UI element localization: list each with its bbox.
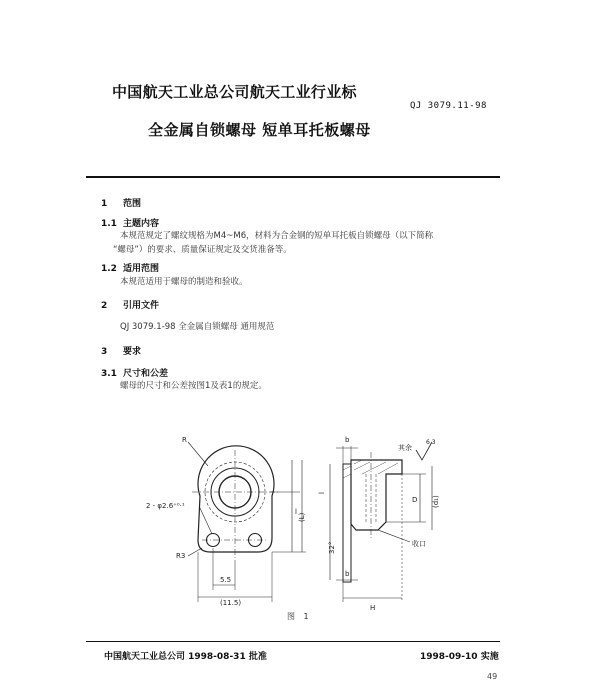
plate-section bbox=[343, 464, 351, 582]
section-title: 引用文件 bbox=[123, 301, 160, 311]
label-b-bottom: b bbox=[345, 570, 350, 578]
paragraph-line: 本规范适用于螺母的制造和验收。 bbox=[120, 277, 248, 287]
page-number: 49 bbox=[487, 672, 498, 681]
section-1-2-heading bbox=[101, 261, 159, 274]
org-title: 中国航天工业总公司航天工业行业标 bbox=[112, 83, 357, 101]
section-view bbox=[330, 442, 432, 602]
plan-view bbox=[188, 442, 306, 602]
label-l-small: l bbox=[295, 508, 297, 516]
section-1-heading bbox=[101, 196, 141, 209]
label-d1: (d₁) bbox=[432, 495, 440, 508]
figure-1-drawing bbox=[140, 430, 470, 615]
document-title: 全金属自锁螺母 短单耳托板螺母 bbox=[148, 121, 371, 139]
section-1-1-heading bbox=[101, 216, 159, 229]
section-3-heading bbox=[101, 344, 141, 357]
section-number: 3.1 bbox=[101, 369, 117, 379]
section-title: 适用范围 bbox=[123, 264, 160, 274]
figure-caption: 图 1 bbox=[287, 612, 312, 621]
label-dim-115: (11.5) bbox=[220, 599, 242, 607]
section-number: 1.2 bbox=[101, 264, 117, 274]
label-roughness: 6.3 bbox=[426, 439, 436, 446]
label-angle: 32° bbox=[328, 541, 336, 554]
label-h: H bbox=[370, 604, 376, 612]
label-l-side: l bbox=[318, 492, 326, 494]
reference-entry: QJ 3079.1-98 全金属自锁螺母 通用规范 bbox=[120, 322, 275, 332]
paragraph-line: “螺母”）的要求、质量保证规定及交货准备等。 bbox=[113, 245, 292, 255]
label-r: R bbox=[182, 436, 187, 444]
nut-section bbox=[351, 460, 402, 530]
section-number: 2 bbox=[101, 301, 108, 311]
section-number: 1 bbox=[101, 199, 108, 209]
paragraph-line: 本规范规定了螺纹规格为M4~M6，材料为合金钢的短单耳托板自锁螺母（以下简称 bbox=[120, 231, 434, 241]
label-b-top: b bbox=[345, 436, 350, 444]
label-d: D bbox=[412, 496, 418, 504]
section-title: 范围 bbox=[123, 199, 142, 209]
section-number: 1.1 bbox=[101, 219, 117, 229]
implementation-date: 1998-09-10 实施 bbox=[420, 652, 499, 662]
title-rule bbox=[86, 176, 500, 178]
section-title: 尺寸和公差 bbox=[123, 369, 169, 379]
standard-number: QJ 3079.11-98 bbox=[410, 101, 487, 111]
label-r3: R3 bbox=[176, 552, 186, 560]
section-title: 主题内容 bbox=[123, 219, 160, 229]
section-2-heading bbox=[101, 298, 159, 311]
figure-labels bbox=[146, 436, 440, 612]
footer-rule bbox=[86, 641, 500, 642]
label-shoukou: 收口 bbox=[412, 540, 426, 548]
paragraph-line: 螺母的尺寸和公差按图1及表1的规定。 bbox=[120, 381, 267, 391]
approval-date: 中国航天工业总公司 1998-08-31 批准 bbox=[104, 652, 267, 662]
label-dim-55: 5.5 bbox=[220, 576, 232, 584]
section-title: 要求 bbox=[123, 347, 142, 357]
label-rest: 其余 bbox=[398, 444, 412, 452]
section-3-1-heading bbox=[101, 366, 168, 379]
section-number: 3 bbox=[101, 347, 108, 357]
label-holes: 2 - φ2.6⁺⁰·¹ bbox=[146, 502, 185, 510]
label-l-upper: (L) bbox=[298, 512, 306, 522]
